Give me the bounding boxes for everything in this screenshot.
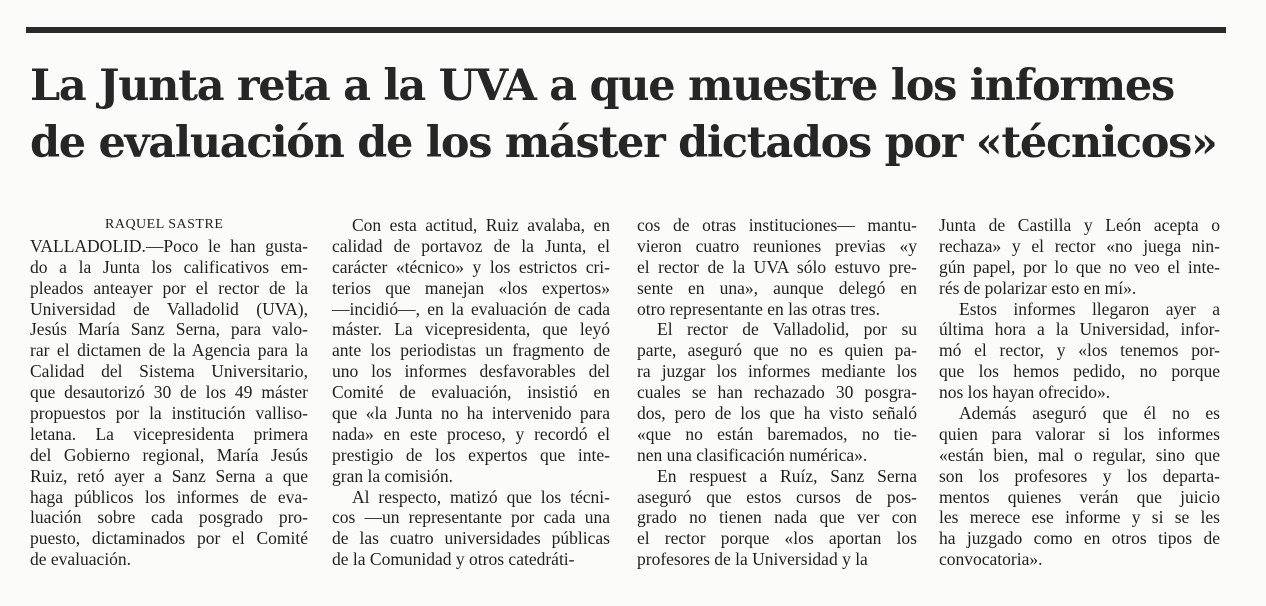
article-column-2 bbox=[332, 215, 610, 570]
text-line: pleados anteayer por el rector de la bbox=[30, 277, 308, 298]
text-line: prestigio de los expertos que inte- bbox=[332, 444, 610, 465]
text-line: Ruiz, retó ayer a Sanz Serna a que bbox=[30, 465, 308, 486]
headline-line-1: La Junta reta a la UVA a que muestre los informes bbox=[30, 61, 1174, 111]
text-line: grado no tienen nada que ver con bbox=[637, 507, 917, 528]
text-line: Comité de evaluación, insistió en bbox=[332, 382, 610, 403]
text-line: Estos informes llegaron ayer a bbox=[959, 298, 1220, 319]
top-rule bbox=[26, 27, 1226, 33]
text-line: que desautorizó 30 de los 49 máster bbox=[30, 382, 308, 403]
text-line: cos —un representante por cada una bbox=[332, 507, 610, 528]
text-line: rechaza» y el rector «no juega nin- bbox=[939, 235, 1220, 256]
text-line: cos de otras instituciones— mantu- bbox=[637, 215, 917, 235]
text-line: última hora a la Universidad, infor- bbox=[939, 319, 1220, 340]
text-line: terios que manejan «los expertos» bbox=[332, 277, 610, 298]
text-line: cuales se han rechazado 30 posgra- bbox=[637, 382, 917, 403]
article-column-4 bbox=[939, 215, 1220, 570]
text-line: uno los informes desfavorables del bbox=[332, 361, 610, 382]
text-line: otro representante en las otras tres. bbox=[637, 298, 880, 319]
text-line: Junta de Castilla y León acepta o bbox=[939, 215, 1220, 235]
text-line: do a la Junta los calificativos em- bbox=[30, 256, 308, 277]
text-line: haga públicos los informes de eva- bbox=[30, 486, 308, 507]
text-line: ra juzgar los informes mediante los bbox=[637, 361, 917, 382]
text-line: rés de polarizar esto en mí». bbox=[939, 277, 1137, 298]
text-line: gún papel, por lo que no veo el inte- bbox=[939, 256, 1220, 277]
text-line: Al respecto, matizó que los técni- bbox=[352, 486, 610, 507]
headline bbox=[30, 58, 1230, 172]
text-line: VALLADOLID.—Poco le han gusta- bbox=[30, 235, 308, 256]
byline: RAQUEL SASTRE bbox=[105, 217, 224, 232]
text-line: En respuest a Ruíz, Sanz Serna bbox=[657, 465, 917, 486]
text-line: nada» en este proceso, y recordó el bbox=[332, 423, 610, 444]
text-line: mentos quienes verán que juicio bbox=[939, 486, 1220, 507]
text-line: profesores de la Universidad y la bbox=[637, 549, 868, 570]
article-column-3 bbox=[637, 215, 917, 570]
text-line: parte, aseguró que no es quien pa- bbox=[637, 340, 917, 361]
text-line: gran la comisión. bbox=[332, 465, 454, 486]
text-line: letana. La vicepresidenta primera bbox=[30, 423, 308, 444]
text-line: Con esta actitud, Ruiz avalaba, en bbox=[352, 215, 610, 235]
text-line: que «la Junta no ha intervenido para bbox=[332, 403, 610, 424]
text-line: nen una clasificación numérica». bbox=[637, 444, 868, 465]
article-column-1 bbox=[30, 215, 308, 570]
text-line: de evaluación. bbox=[30, 549, 132, 570]
text-line: puesto, dictaminados por el Comité bbox=[30, 528, 308, 549]
text-line: carácter «técnico» y los estrictos cri- bbox=[332, 256, 610, 277]
headline-line-2: de evaluación de los máster dictados por «técnicos» bbox=[30, 118, 1217, 168]
text-line: luación sobre cada posgrado pro- bbox=[30, 507, 308, 528]
text-line: vieron cuatro reuniones previas «y bbox=[637, 235, 917, 256]
text-line: de la Comunidad y otros catedráti- bbox=[332, 549, 575, 570]
text-line: les merece ese informe y si se les bbox=[939, 507, 1220, 528]
text-line: quien para valorar si los informes bbox=[939, 423, 1220, 444]
text-line: rar el dictamen de la Agencia para la bbox=[30, 340, 308, 361]
text-line: mó el rector, y «los tenemos por- bbox=[939, 340, 1220, 361]
text-line: dos, pero de los que ha visto señaló bbox=[637, 403, 917, 424]
text-line: ha juzgado como en otros tipos de bbox=[939, 528, 1220, 549]
text-line: aseguró que estos cursos de pos- bbox=[637, 486, 917, 507]
text-line: Jesús María Sanz Serna, para valo- bbox=[30, 319, 308, 340]
text-line: ante los periodistas un fragmento de bbox=[332, 340, 610, 361]
text-line: nos los hayan ofrecido». bbox=[939, 382, 1111, 403]
text-line: el rector porque «los aportan los bbox=[637, 528, 917, 549]
text-line: «están bien, mal o regular, sino que bbox=[939, 444, 1220, 465]
text-line: propuestos por la institución valliso- bbox=[30, 403, 308, 424]
text-line: El rector de Valladolid, por su bbox=[657, 319, 917, 340]
text-line: son los profesores y los departa- bbox=[939, 465, 1220, 486]
text-line: el rector de la UVA sólo estuvo pre- bbox=[637, 256, 917, 277]
text-line: que los hemos pedido, no porque bbox=[939, 361, 1220, 382]
text-line: Calidad del Sistema Universitario, bbox=[30, 361, 308, 382]
text-line: del Gobierno regional, María Jesús bbox=[30, 444, 308, 465]
text-line: máster. La vicepresidenta, que leyó bbox=[332, 319, 610, 340]
text-line: Universidad de Valladolid (UVA), bbox=[30, 298, 308, 319]
text-line: Además aseguró que él no es bbox=[959, 403, 1220, 424]
text-line: «que no están baremados, no tie- bbox=[637, 423, 917, 444]
text-line: calidad de portavoz de la Junta, el bbox=[332, 235, 610, 256]
text-line: de las cuatro universidades públicas bbox=[332, 528, 610, 549]
text-line: sente en una», aunque delegó en bbox=[637, 277, 917, 298]
text-line: —incidió—, en la evaluación de cada bbox=[332, 298, 610, 319]
text-line: convocatoria». bbox=[939, 549, 1043, 570]
